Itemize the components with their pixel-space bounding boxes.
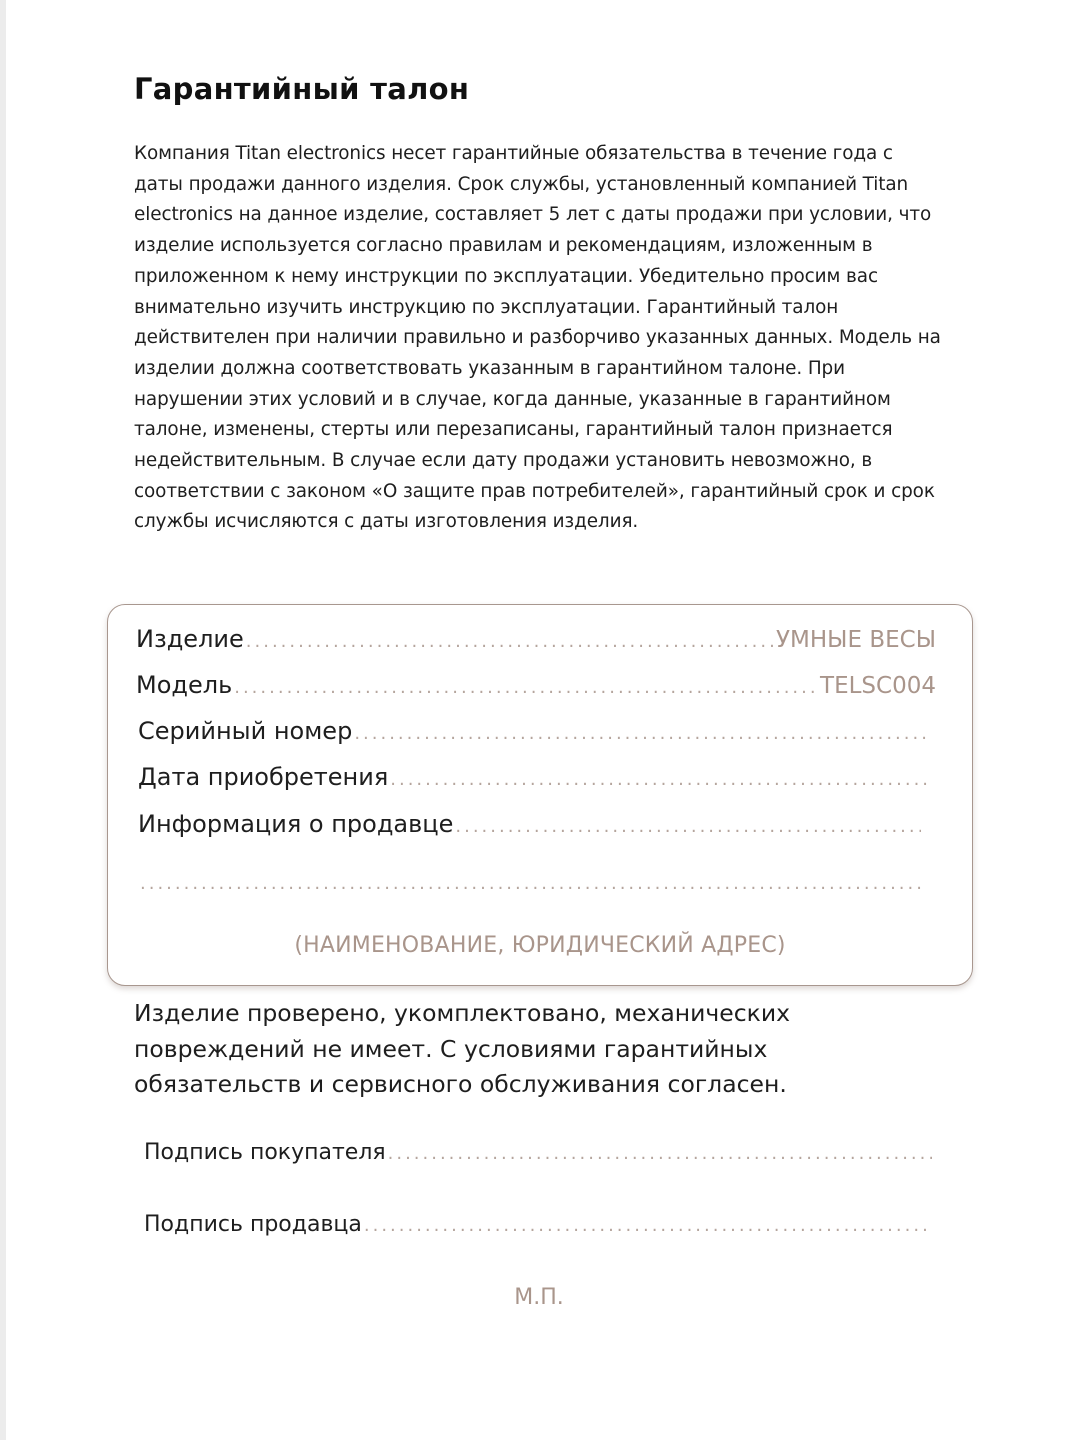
seller-info-field[interactable]	[138, 810, 923, 838]
model-field	[136, 671, 936, 699]
seller-info-line	[455, 816, 921, 837]
warranty-terms-text: Компания Titan electronics несет гарантийные обязательства в течение года с даты продажи данного изделия. Срок службы, установленный компанией Titan electronics на данное изделие, составляет 5 лет с даты продажи при условии, что изделие используется согласно правилам и рекомендациям, изложенным в приложенном к нему инструкции по эксплуатации. Убедительно просим вас внимательно изучить инструкцию по эксплуатации. Гарантийный талон действителен при наличии правильно и разборчиво указанных данных. Модель на изделии должна соответствовать указанным в гарантийном талоне. При нарушении этих условий и в случае, когда данные, указанные в гарантийном талоне, изменены, стерты или перезаписаны, гарантийный талон признается недействительным. В случае если дату продажи установить невозможно, в соответствии с законом «О защите прав потребителей», гарантийный срок и срок службы исчисляются с даты изготовления изделия.	[134, 143, 941, 533]
page-left-edge	[0, 0, 6, 1440]
buyer-signature-line	[388, 1143, 932, 1164]
buyer-signature-label: Подпись покупателя	[144, 1140, 386, 1165]
confirmation-text: Изделие проверено, укомплектовано, механических повреждений не имеет. С условиями гарантийных обязательств и сервисного обслуживания согласен.	[134, 999, 791, 1098]
page-title: Гарантийный талон	[134, 72, 470, 106]
seller-info-extra-field[interactable]	[138, 873, 923, 894]
serial-number-field[interactable]	[138, 717, 933, 745]
seller-signature-line	[364, 1215, 932, 1236]
serial-number-label: Серийный номер	[138, 717, 353, 745]
model-value: TELSC004	[820, 673, 936, 699]
product-label: Изделие	[136, 625, 244, 653]
product-value: УМНЫЕ ВЕСЫ	[776, 627, 936, 653]
buyer-signature-field[interactable]	[144, 1140, 934, 1165]
purchase-date-field[interactable]	[138, 763, 933, 791]
seller-info-caption: (НАИМЕНОВАНИЕ, ЮРИДИЧЕСКИЙ АДРЕС)	[294, 933, 786, 958]
seller-info-label: Информация о продавце	[138, 810, 454, 838]
purchase-date-label: Дата приобретения	[138, 763, 389, 791]
serial-number-line	[354, 723, 931, 744]
purchase-date-line	[390, 769, 931, 790]
model-label: Модель	[136, 671, 233, 699]
product-info-box	[107, 604, 973, 986]
seller-info-extra-line	[140, 873, 921, 894]
seller-signature-label: Подпись продавца	[144, 1212, 362, 1237]
seller-signature-field[interactable]	[144, 1212, 934, 1237]
product-field	[136, 625, 936, 653]
model-dots	[234, 677, 818, 698]
stamp-placeholder: М.П.	[514, 1285, 564, 1310]
product-dots	[246, 631, 774, 652]
